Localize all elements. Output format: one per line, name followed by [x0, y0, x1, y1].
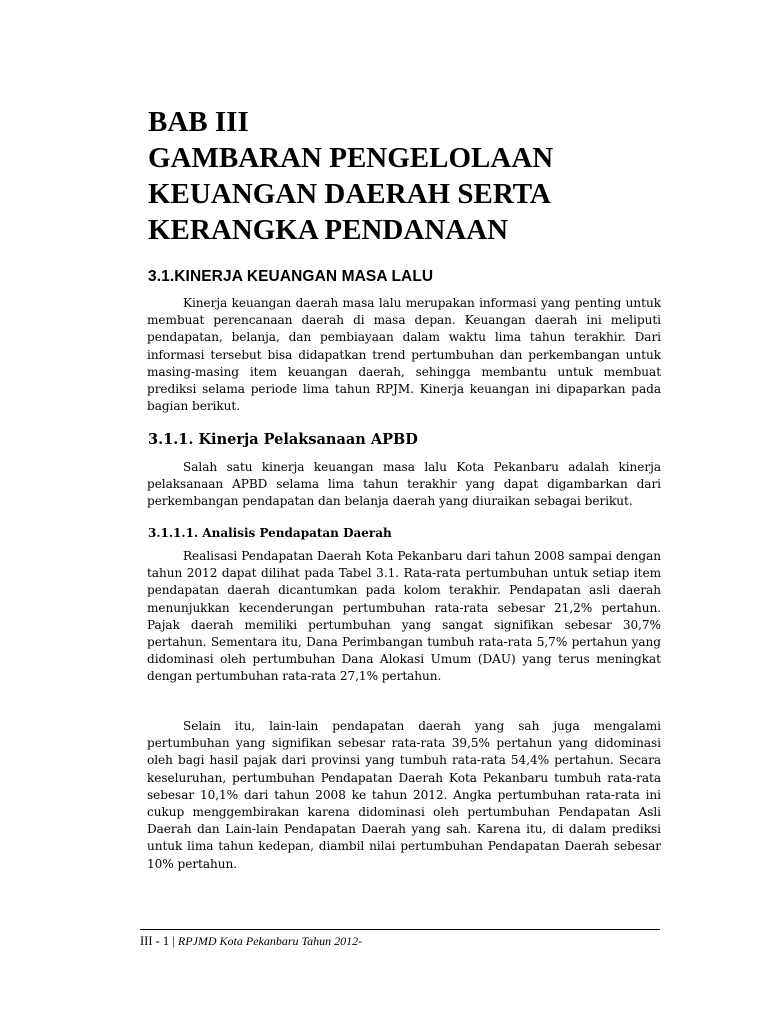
- section-paragraph: Kinerja keuangan daerah masa lalu merupakan informasi yang penting untuk membuat perencanaan daerah di masa depan. Keuangan daerah ini meliputi pendapatan, belanja, dan pembiayaan dalam waktu lima tahun terakhir. Dari informasi tersebut bisa didapatkan trend pertumbuhan dan perkembangan untuk masing-masing item keuangan daerah, sehingga membantu untuk membuat prediksi selama periode lima tahun RPJM. Kinerja keuangan ini dipaparkan pada bagian berikut.: [147, 296, 661, 414]
- footer-divider: [140, 929, 660, 930]
- analysis-paragraph-1: Realisasi Pendapatan Daerah Kota Pekanbaru dari tahun 2008 sampai dengan tahun 2012 dapat dilihat pada Tabel 3.1. Rata-rata pertumbuhan untuk setiap item pendapatan daerah dicantumkan pada kolom terakhir. Pendapatan asli daerah menunjukkan kecenderungan pertumbuhan rata-rata sebesar 21,2% pertahun. Pajak daerah memiliki pertumbuhan yang sangat signifikan sebesar 30,7% pertahun. Sementara itu, Dana Perimbangan tumbuh rata-rata 5,7% pertahun yang didominasi oleh pertumbuhan Dana Alokasi Umum (DAU) yang terus meningkat dengan pertumbuhan rata-rata 27,1% pertahun.: [147, 549, 661, 684]
- chapter-title-line-1: GAMBARAN PENGELOLAAN: [148, 142, 554, 174]
- subsection-paragraph: Salah satu kinerja keuangan masa lalu Kota Pekanbaru adalah kinerja pelaksanaan APBD selama lima tahun terakhir yang dapat digambarkan dari perkembangan pendapatan dan belanja daerah yang diuraikan sebagai berikut.: [147, 460, 661, 509]
- analysis-paragraph-2: Selain itu, lain-lain pendapatan daerah yang sah juga mengalami pertumbuhan yang signifikan sebesar rata-rata 39,5% pertahun yang didominasi oleh bagi hasil pajak dari provinsi yang tumbuh rata-rata 54,4% pertahun. Secara keseluruhan, pertumbuhan Pendapatan Daerah Kota Pekanbaru tumbuh rata-rata sebesar 10,1% dari tahun 2008 ke tahun 2012. Angka pertumbuhan rata-rata ini cukup menggembirakan karena didominasi oleh pertumbuhan Pendapatan Asli Daerah dan Lain-lain Pendapatan Daerah yang sah. Karena itu, di dalam prediksi untuk lima tahun kedepan, diambil nilai pertumbuhan Pendapatan Daerah sebesar 10% pertahun.: [147, 719, 661, 871]
- section-heading: 3.1.KINERJA KEUANGAN MASA LALU: [148, 268, 434, 285]
- subsubsection-heading: 3.1.1.1. Analisis Pendapatan Daerah: [148, 526, 392, 540]
- footer-page-number: III - 1 |: [140, 934, 175, 948]
- footer-document-title: RPJMD Kota Pekanbaru Tahun 2012-: [177, 934, 363, 948]
- subsection-heading: 3.1.1. Kinerja Pelaksanaan APBD: [148, 431, 418, 448]
- chapter-number: BAB III: [148, 106, 249, 138]
- chapter-title-line-3: KERANGKA PENDANAAN: [148, 214, 509, 246]
- page-footer: [140, 934, 362, 949]
- chapter-title: [148, 104, 668, 248]
- chapter-title-line-2: KEUANGAN DAERAH SERTA: [148, 178, 551, 210]
